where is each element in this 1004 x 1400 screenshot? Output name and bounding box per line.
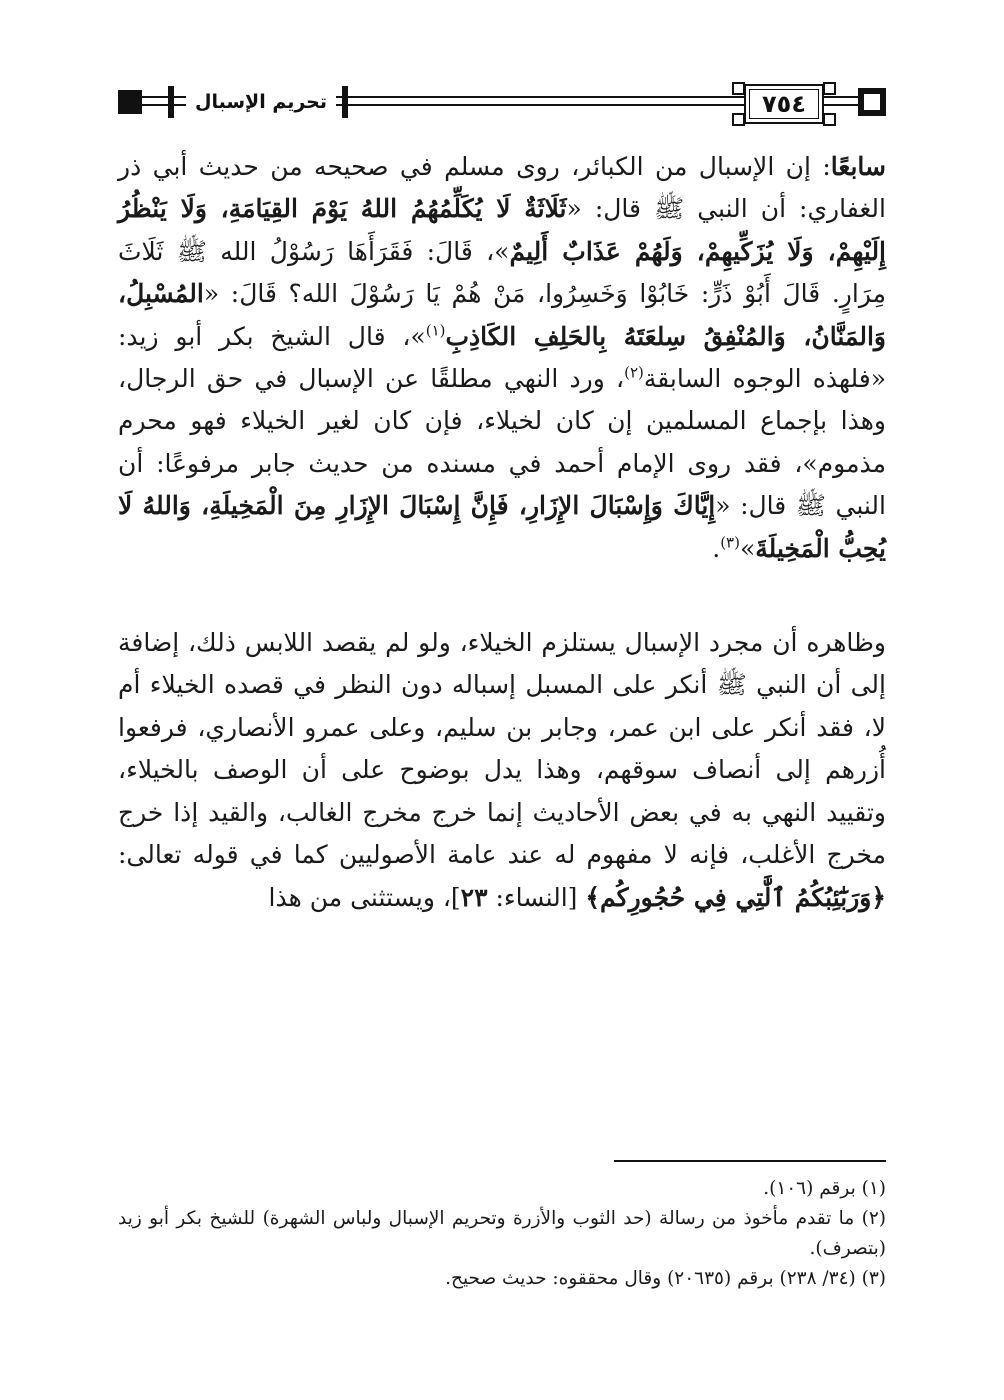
hadith-quote: إِيَّاكَ وَإِسْبَالَ الإِزَارِ، فَإِنَّ إِسْبَالَ الإِزَارِ مِنَ الْمَخِيلَةِ، وَاللهُ لَا يُحِبُّ الْمَخِيلَةَ — [118, 491, 886, 563]
footnote-ref: (١) — [425, 321, 446, 340]
ornament-corner — [823, 82, 836, 95]
footnote-1: (١) برقم (١٠٦). — [763, 1178, 886, 1199]
header-square-ornament — [858, 88, 886, 116]
text-span: »، قَالَ: فَقَرَأَهَا رَسُوْلُ الله ﷺ ثَلَاثَ مِرَارٍ. قَالَ أَبُوْ ذَرٍّ: خَابُوْا وَخَسِرُوا، مَنْ هُمْ يَا رَسُوْلَ الله؟ قَالَ: « — [118, 236, 886, 309]
text-span: ، ورد النهي مطلقًا عن الإسبال في حق الرجال، وهذا بإجماع المسلمين إن كان لخيلاء، فإن كان لغير الخيلاء فهو محرم مذموم»، فقد روى الإمام أحمد في مسنده من حديث جابر مرفوعًا: أن النبي ﷺ قال: « — [118, 364, 886, 521]
header-square-ornament — [118, 90, 142, 114]
text-span: . — [712, 533, 721, 563]
page-header — [118, 82, 886, 126]
hadith-quote: ثَلَاثَةٌ لَا يُكَلِّمُهُمُ اللهُ يَوْمَ القِيَامَةِ، وَلَا يَنْظُرُ إِلَيْهِمْ، وَلَا يُزَكِّيهِمْ، وَلَهُمْ عَذَابٌ أَلِيمٌ — [118, 194, 887, 266]
text-span: »، قال الشيخ بكر أبو زيد: «فلهذه الوجوه السابقة — [118, 321, 886, 394]
footnote-3: (٣) (٣٤/ ٢٣٨) برقم (٢٠٦٣٥) وقال محققوه: حديث صحيح. — [445, 1268, 886, 1289]
text-span: : إن الإسبال من الكبائر، روى مسلم في صحيحه من حديث أبي ذر الغفاري: أن النبي ﷺ قال: « — [118, 152, 886, 224]
verse-number: ٢٣ — [460, 882, 488, 912]
ornament-corner — [732, 82, 745, 95]
text-span: ]، ويستثنى من هذا — [268, 882, 461, 912]
text-span: » — [739, 533, 756, 563]
ornament-corner — [732, 113, 745, 126]
running-title: تحريم الإسبال — [186, 86, 336, 118]
main-text — [118, 146, 886, 919]
footnote-ref: (٢) — [624, 363, 644, 382]
section-marker: سابعًا — [830, 152, 886, 181]
footnote-ref: (٣) — [720, 533, 740, 552]
page-number-box — [744, 84, 824, 124]
hadith-quote: المُسْبِلُ، وَالمَنَّانُ، وَالمُنْفِقُ سِلعَتَهُ بِالحَلِفِ الكَاذِبِ — [118, 279, 886, 351]
quran-verse: ﴿وَرَبَٰٓئِبُكُمُ ٱلَّٰتِي فِي حُجُورِكُم﴾ — [585, 882, 886, 912]
text-span: وظاهره أن مجرد الإسبال يستلزم الخيلاء، ولو لم يقصد اللابس ذلك، إضافة إلى أن النبي ﷺ أنكر على المسبل إسباله دون النظر في قصده الخيلاء أم لا، فقد أنكر على ابن عمر، وجابر بن سليم، وعلى عمرو الأنصاري، فرفعوا أُزرهم إلى أنصاف سوقهم، وهذا يدل بوضوح على أن الوصف بالخيلاء، وتقييد النهي به في بعض الأحاديث إنما خرج مخرج الغالب، والقيد إذا خرج مخرج الأغلب، فإنه لا مفهوم له عند عامة الأصوليين كما في قوله تعالى: — [118, 628, 886, 870]
text-span: [النساء: — [487, 882, 586, 912]
header-bar — [168, 86, 174, 118]
header-bar — [342, 86, 348, 118]
footnotes — [118, 1174, 886, 1294]
paragraph-1 — [118, 146, 886, 570]
paragraph-2 — [118, 622, 886, 919]
footnote-separator — [614, 1160, 886, 1162]
ornament-corner — [823, 113, 836, 126]
page-number: ٧٥٤ — [762, 90, 806, 118]
footnote-2: (٢) ما تقدم مأخوذ من رسالة (حد الثوب والأزرة وتحريم الإسبال ولباس الشهرة) للشيخ بكر أبو زيد (بتصرف). — [118, 1208, 886, 1259]
